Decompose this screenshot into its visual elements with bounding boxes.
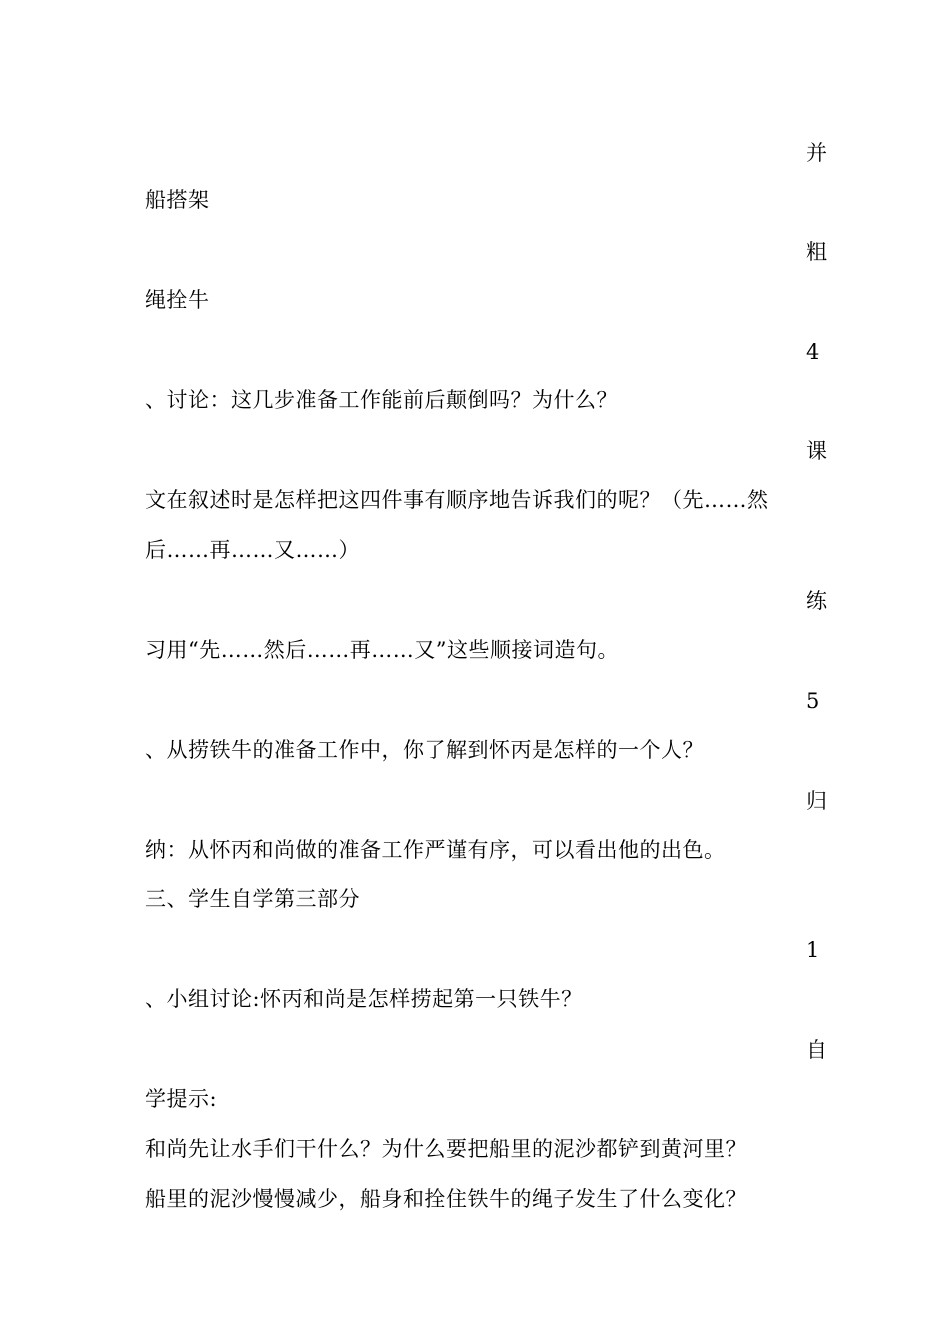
- margin-char-cu: 粗: [806, 240, 828, 264]
- text-line-sentence-practice: 习用“先……然后……再……又”这些顺接词造句。: [145, 638, 619, 662]
- text-line-chuan-da-jia: 船搭架: [145, 188, 210, 212]
- text-line-sheng-shuan-niu: 绳拴牛: [145, 288, 210, 312]
- margin-char-bing: 并: [806, 141, 828, 165]
- text-line-group-discussion: 、小组讨论:怀丙和尚是怎样捞起第一只铁牛？: [145, 987, 583, 1011]
- margin-char-ke: 课: [806, 439, 828, 463]
- margin-number-1: 1: [806, 938, 820, 962]
- text-line-hint-two: 船里的泥沙慢慢减少，船身和拴住铁牛的绳子发生了什么变化？: [145, 1187, 747, 1211]
- text-line-hint-one: 和尚先让水手们干什么？为什么要把船里的泥沙都铲到黄河里？: [145, 1137, 747, 1161]
- text-line-study-hints: 学提示:: [145, 1087, 218, 1111]
- text-line-huaibing-question: 、从捞铁牛的准备工作中，你了解到怀丙是怎样的一个人？: [145, 738, 704, 762]
- text-line-summary: 纳：从怀丙和尚做的准备工作严谨有序，可以看出他的出色。: [145, 838, 726, 862]
- text-line-narration-question: 文在叙述时是怎样把这四件事有顺序地告诉我们的呢？（先……然: [145, 488, 769, 512]
- text-line-discussion: 、讨论：这几步准备工作能前后颠倒吗？为什么？: [145, 388, 618, 412]
- section-heading-part-three: 三、学生自学第三部分: [145, 887, 360, 911]
- margin-number-5: 5: [806, 689, 820, 713]
- margin-char-lian: 练: [806, 589, 828, 613]
- text-line-sequence-words: 后……再……又……）: [145, 538, 360, 562]
- margin-number-4: 4: [806, 340, 820, 364]
- margin-char-zi: 自: [806, 1038, 828, 1062]
- margin-char-gui: 归: [806, 789, 828, 813]
